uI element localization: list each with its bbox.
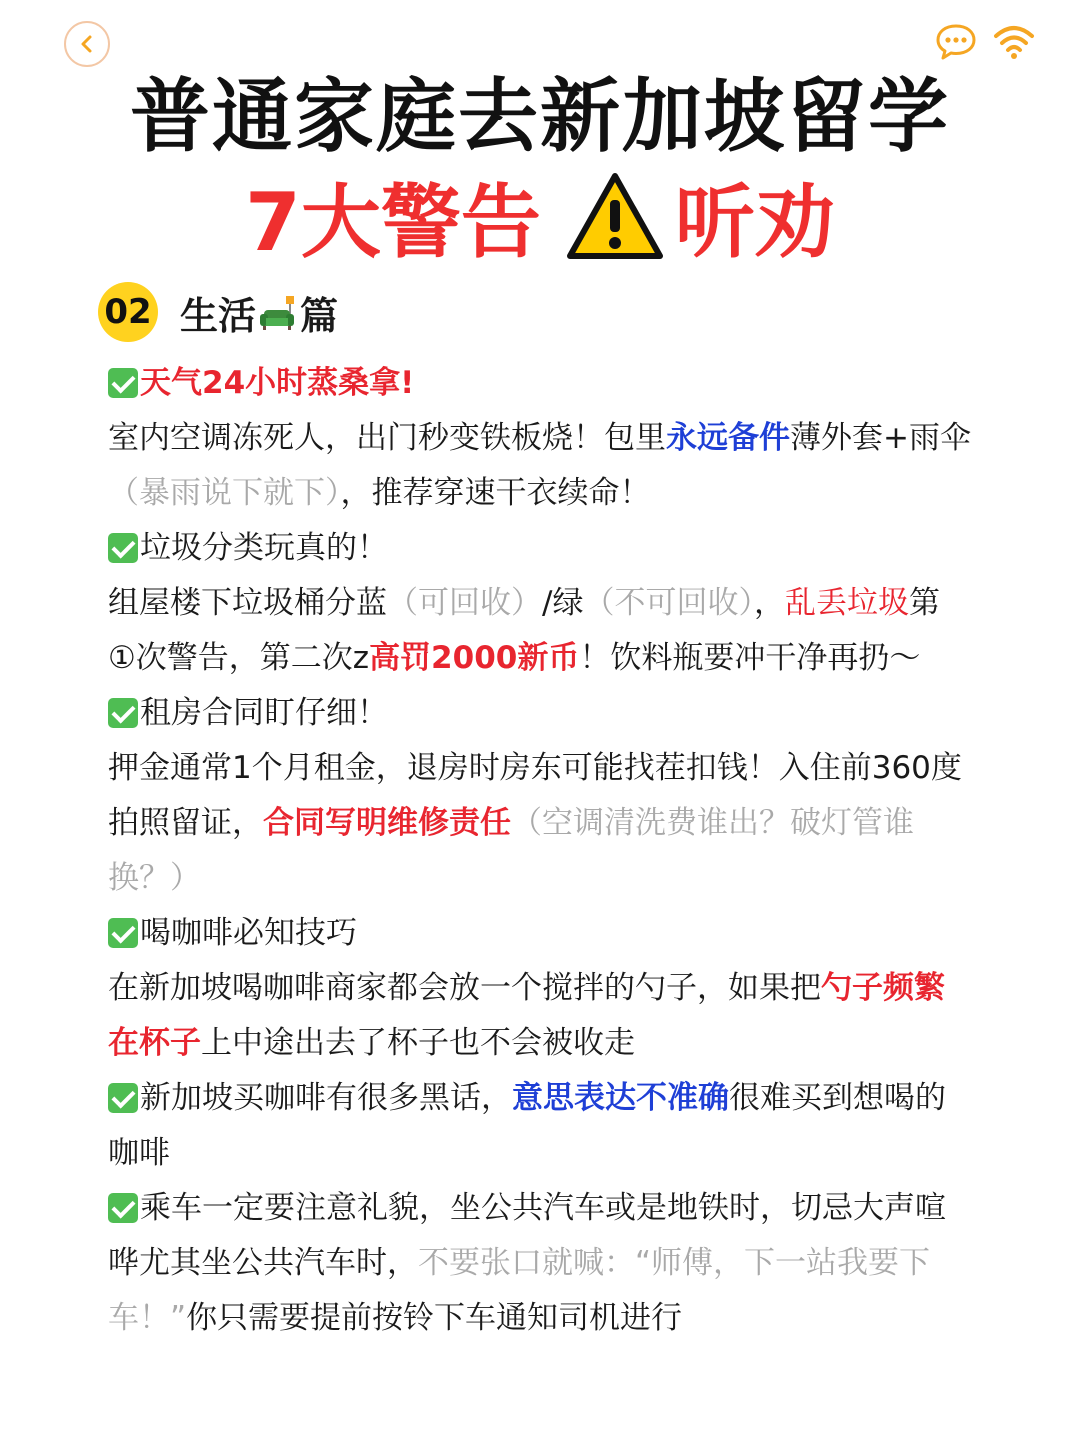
- heading-text: 垃圾分类玩真的！: [140, 530, 388, 566]
- warning-icon: [565, 170, 665, 262]
- paragraph-line: [108, 1236, 1008, 1291]
- heading-text: 租房合同盯仔细！: [140, 695, 388, 731]
- text: ①次警告，第二次z: [108, 640, 370, 676]
- page-title: 普通家庭去新加坡留学: [130, 70, 950, 163]
- section-number-badge: 02: [98, 282, 158, 342]
- check-icon: [108, 1083, 138, 1113]
- subtitle-part-b: 听劝: [674, 176, 835, 269]
- text: 室内空调冻死人，出门秒变铁板烧！包里: [108, 420, 666, 456]
- item-heading: [108, 906, 1008, 961]
- text: 押金通常1个月租金，退房时房东可能找茬扣钱！入住前360度: [108, 750, 962, 786]
- text: 新加坡买咖啡有很多黑话，: [140, 1080, 512, 1116]
- paragraph-line: [108, 576, 1008, 631]
- page-subtitle: [0, 158, 1080, 273]
- note-text: 换？）: [108, 860, 201, 896]
- paragraph-line: [108, 1291, 1008, 1346]
- paragraph-line: [108, 961, 1008, 1016]
- text: /绿: [542, 585, 584, 621]
- paragraph-line: [108, 411, 1008, 466]
- paragraph-line: [108, 741, 1008, 796]
- note-text: （不可回收）: [583, 585, 754, 621]
- section-title-part-b: 篇: [300, 293, 339, 338]
- text: 薄外套+雨伞: [790, 420, 971, 456]
- text: 上中途出去了杯子也不会被收走: [201, 1025, 635, 1061]
- section-title: [180, 285, 338, 340]
- heading-text: 天气24小时蒸桑拿!: [140, 365, 415, 401]
- text: 拍照留证，: [108, 805, 263, 841]
- chevron-left-icon: [77, 34, 97, 54]
- item-heading: [108, 1071, 1008, 1126]
- text: 哗尤其坐公共汽车时，: [108, 1245, 418, 1281]
- sofa-lamp-icon: [258, 292, 298, 332]
- text: 你只需要提前按铃下车通知司机进行: [186, 1300, 683, 1336]
- text: 很难买到想喝的: [729, 1080, 946, 1116]
- item-heading: [108, 686, 1008, 741]
- section-header: [98, 282, 338, 342]
- text: 乘车一定要注意礼貌，坐公共汽车或是地铁时，切忌大声喧: [140, 1190, 946, 1226]
- check-icon: [108, 1193, 138, 1223]
- section-title-part-a: 生活: [180, 293, 257, 338]
- paragraph-line: [108, 1016, 1008, 1071]
- item-heading: [108, 521, 1008, 576]
- paragraph-line: [108, 1126, 1008, 1181]
- highlight-text: 永远备件: [666, 420, 790, 456]
- paragraph-line: [108, 796, 1008, 851]
- check-icon: [108, 918, 138, 948]
- check-icon: [108, 368, 138, 398]
- highlight-text: 乱丢垃圾: [784, 585, 909, 621]
- highlight-text: 高罚2000新币: [369, 640, 580, 676]
- text: ，推荐穿速干衣续命！: [340, 475, 651, 511]
- note-text: （可回收）: [387, 585, 542, 621]
- note-text: （空调清洗费谁出？破灯管谁: [511, 805, 914, 841]
- paragraph-line: [108, 631, 1008, 686]
- text: 咖啡: [108, 1135, 170, 1171]
- note-text: 不要张口就喊：“师傅，下一站我要下: [418, 1245, 931, 1281]
- check-icon: [108, 698, 138, 728]
- highlight-text: 意思表达不准确: [512, 1080, 729, 1116]
- highlight-text: 合同写明维修责任: [263, 805, 511, 841]
- heading-text: 喝咖啡必知技巧: [140, 915, 357, 951]
- content-body: [108, 356, 1008, 1346]
- paragraph-line: [108, 851, 1008, 906]
- text: 在新加坡喝咖啡商家都会放一个搅拌的勺子，如果把: [108, 970, 821, 1006]
- note-text: （暴雨说下就下）: [108, 475, 341, 511]
- paragraph-line: [108, 466, 1008, 521]
- text: ，: [753, 585, 785, 621]
- text: 第: [908, 585, 940, 621]
- highlight-text: 勺子频繁: [821, 970, 945, 1006]
- item-heading: [108, 1181, 1008, 1236]
- text: ！饮料瓶要冲干净再扔～: [579, 640, 921, 676]
- subtitle-part-a: 7大警告: [245, 176, 541, 269]
- text: 组屋楼下垃圾桶分蓝: [108, 585, 387, 621]
- check-icon: [108, 533, 138, 563]
- note-text: 车！”: [108, 1300, 187, 1336]
- item-heading: [108, 356, 1008, 411]
- highlight-text: 在杯子: [108, 1025, 201, 1061]
